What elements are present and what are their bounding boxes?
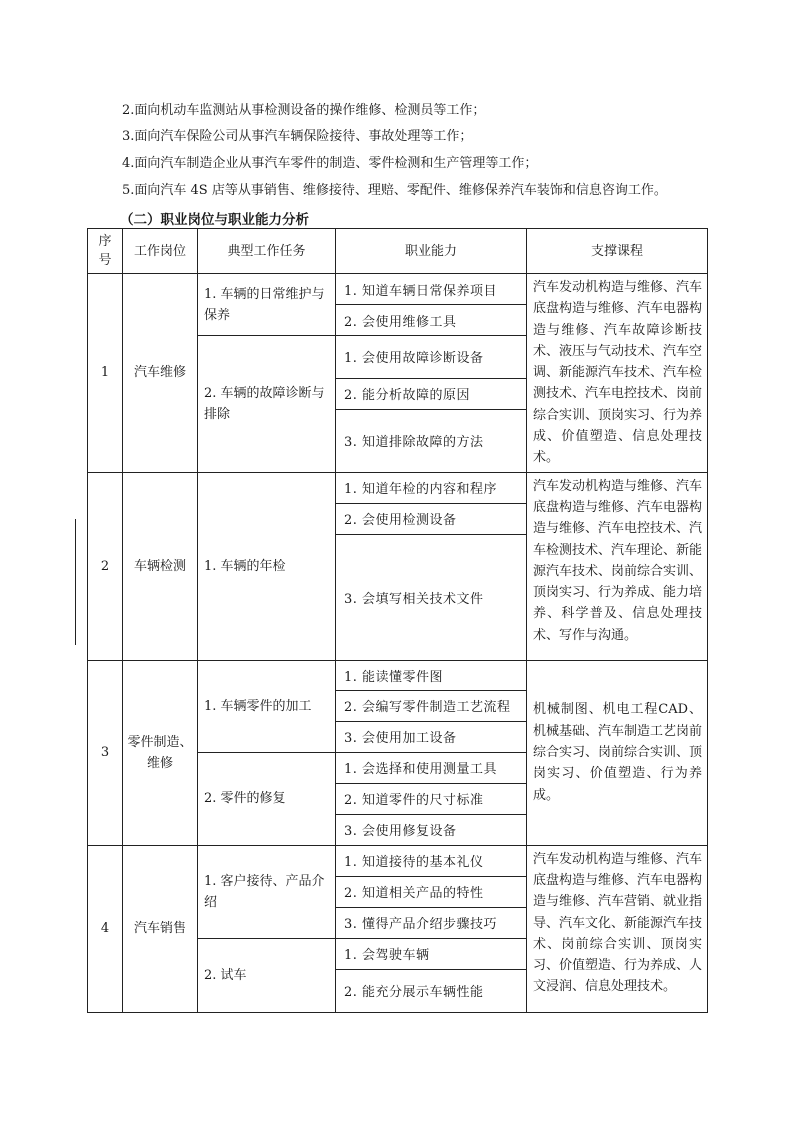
task-cell: 1. 车辆的年检 [198,472,336,660]
post-cell: 汽车销售 [123,845,198,1012]
ability-cell: 1. 能读懂零件图 [336,660,527,690]
table-row [88,472,708,503]
ability-cell: 2. 能充分展示车辆性能 [336,969,527,1012]
ability-cell: 1. 会驾驶车辆 [336,938,527,969]
ability-cell: 1. 知道年检的内容和程序 [336,472,527,503]
task-cell: 1. 车辆的日常维护与保养 [198,274,336,336]
task-cell: 2. 试车 [198,938,336,1012]
section-heading: （二）职业岗位与职业能力分析 [120,212,309,228]
ability-cell: 2. 会使用检测设备 [336,503,527,534]
header-ability: 职业能力 [336,229,527,274]
course-cell: 汽车发动机构造与维修、汽车底盘构造与维修、汽车电器构造与维修、汽车营销、就业指导、汽车文化、新能源汽车技术、岗前综合实训、顶岗实习、价值塑造、行为养成、人文浸润、信息处理技术。 [527,845,708,1012]
course-cell: 汽车发动机构造与维修、汽车底盘构造与维修、汽车电器构造与维修、汽车电控技术、汽车检测技术、汽车理论、新能源汽车技术、岗前综合实训、顶岗实习、行为养成、能力培养、科学普及、信息处理技术、写作与沟通。 [527,472,708,660]
table-row [88,845,708,876]
ability-cell: 2. 知道零件的尺寸标准 [336,783,527,814]
header-seq: 序号 [88,229,123,274]
margin-change-bar [75,519,76,645]
intro-line-3: 3.面向汽车保险公司从事汽车辆保险接待、事故处理等工作； [122,129,473,144]
ability-cell: 3. 会填写相关技术文件 [336,534,527,660]
task-cell: 2. 零件的修复 [198,752,336,845]
ability-cell: 3. 知道排除故障的方法 [336,409,527,472]
ability-cell: 3. 会使用修复设备 [336,814,527,845]
header-course: 支撑课程 [527,229,708,274]
task-cell: 2. 车辆的故障诊断与排除 [198,336,336,473]
course-cell: 机械制图、机电工程CAD、机械基础、汽车制造工艺岗前综合实习、岗前综合实训、顶岗实习、价值塑造、行为养成。 [527,660,708,845]
job-ability-table [87,228,708,1013]
task-cell: 1. 客户接待、产品介绍 [198,845,336,938]
post-cell: 车辆检测 [123,472,198,660]
ability-cell: 2. 会编写零件制造工艺流程 [336,690,527,721]
table-row [88,660,708,690]
ability-cell: 1. 知道接待的基本礼仪 [336,845,527,876]
seq-cell: 2 [88,472,123,660]
task-cell: 1. 车辆零件的加工 [198,660,336,752]
intro-line-5: 5.面向汽车 4S 店等从事销售、维修接待、理赔、零配件、维修保养汽车装饰和信息咨询工作。 [122,183,667,198]
table-header-row [88,229,708,274]
course-cell: 汽车发动机构造与维修、汽车底盘构造与维修、汽车电器构造与维修、汽车故障诊断技术、液压与气动技术、汽车空调、新能源汽车技术、汽车检测技术、汽车电控技术、岗前综合实训、顶岗实习、行为养成、价值塑造、信息处理技术。 [527,274,708,473]
ability-cell: 1. 知道车辆日常保养项目 [336,274,527,305]
table-row [88,274,708,305]
ability-cell: 3. 懂得产品介绍步骤技巧 [336,907,527,938]
intro-line-4: 4.面向汽车制造企业从事汽车零件的制造、零件检测和生产管理等工作； [122,156,538,171]
ability-cell: 2. 能分析故障的原因 [336,378,527,409]
header-post: 工作岗位 [123,229,198,274]
seq-cell: 3 [88,660,123,845]
ability-cell: 2. 会使用维修工具 [336,305,527,336]
post-cell: 汽车维修 [123,274,198,473]
ability-cell: 1. 会选择和使用测量工具 [336,752,527,783]
header-task: 典型工作任务 [198,229,336,274]
intro-line-2: 2.面向机动车监测站从事检测设备的操作维修、检测员等工作； [122,103,486,118]
ability-cell: 1. 会使用故障诊断设备 [336,336,527,379]
seq-cell: 1 [88,274,123,473]
ability-cell: 3. 会使用加工设备 [336,721,527,752]
ability-cell: 2. 知道相关产品的特性 [336,876,527,907]
seq-cell: 4 [88,845,123,1012]
post-cell: 零件制造、维修 [123,660,198,845]
